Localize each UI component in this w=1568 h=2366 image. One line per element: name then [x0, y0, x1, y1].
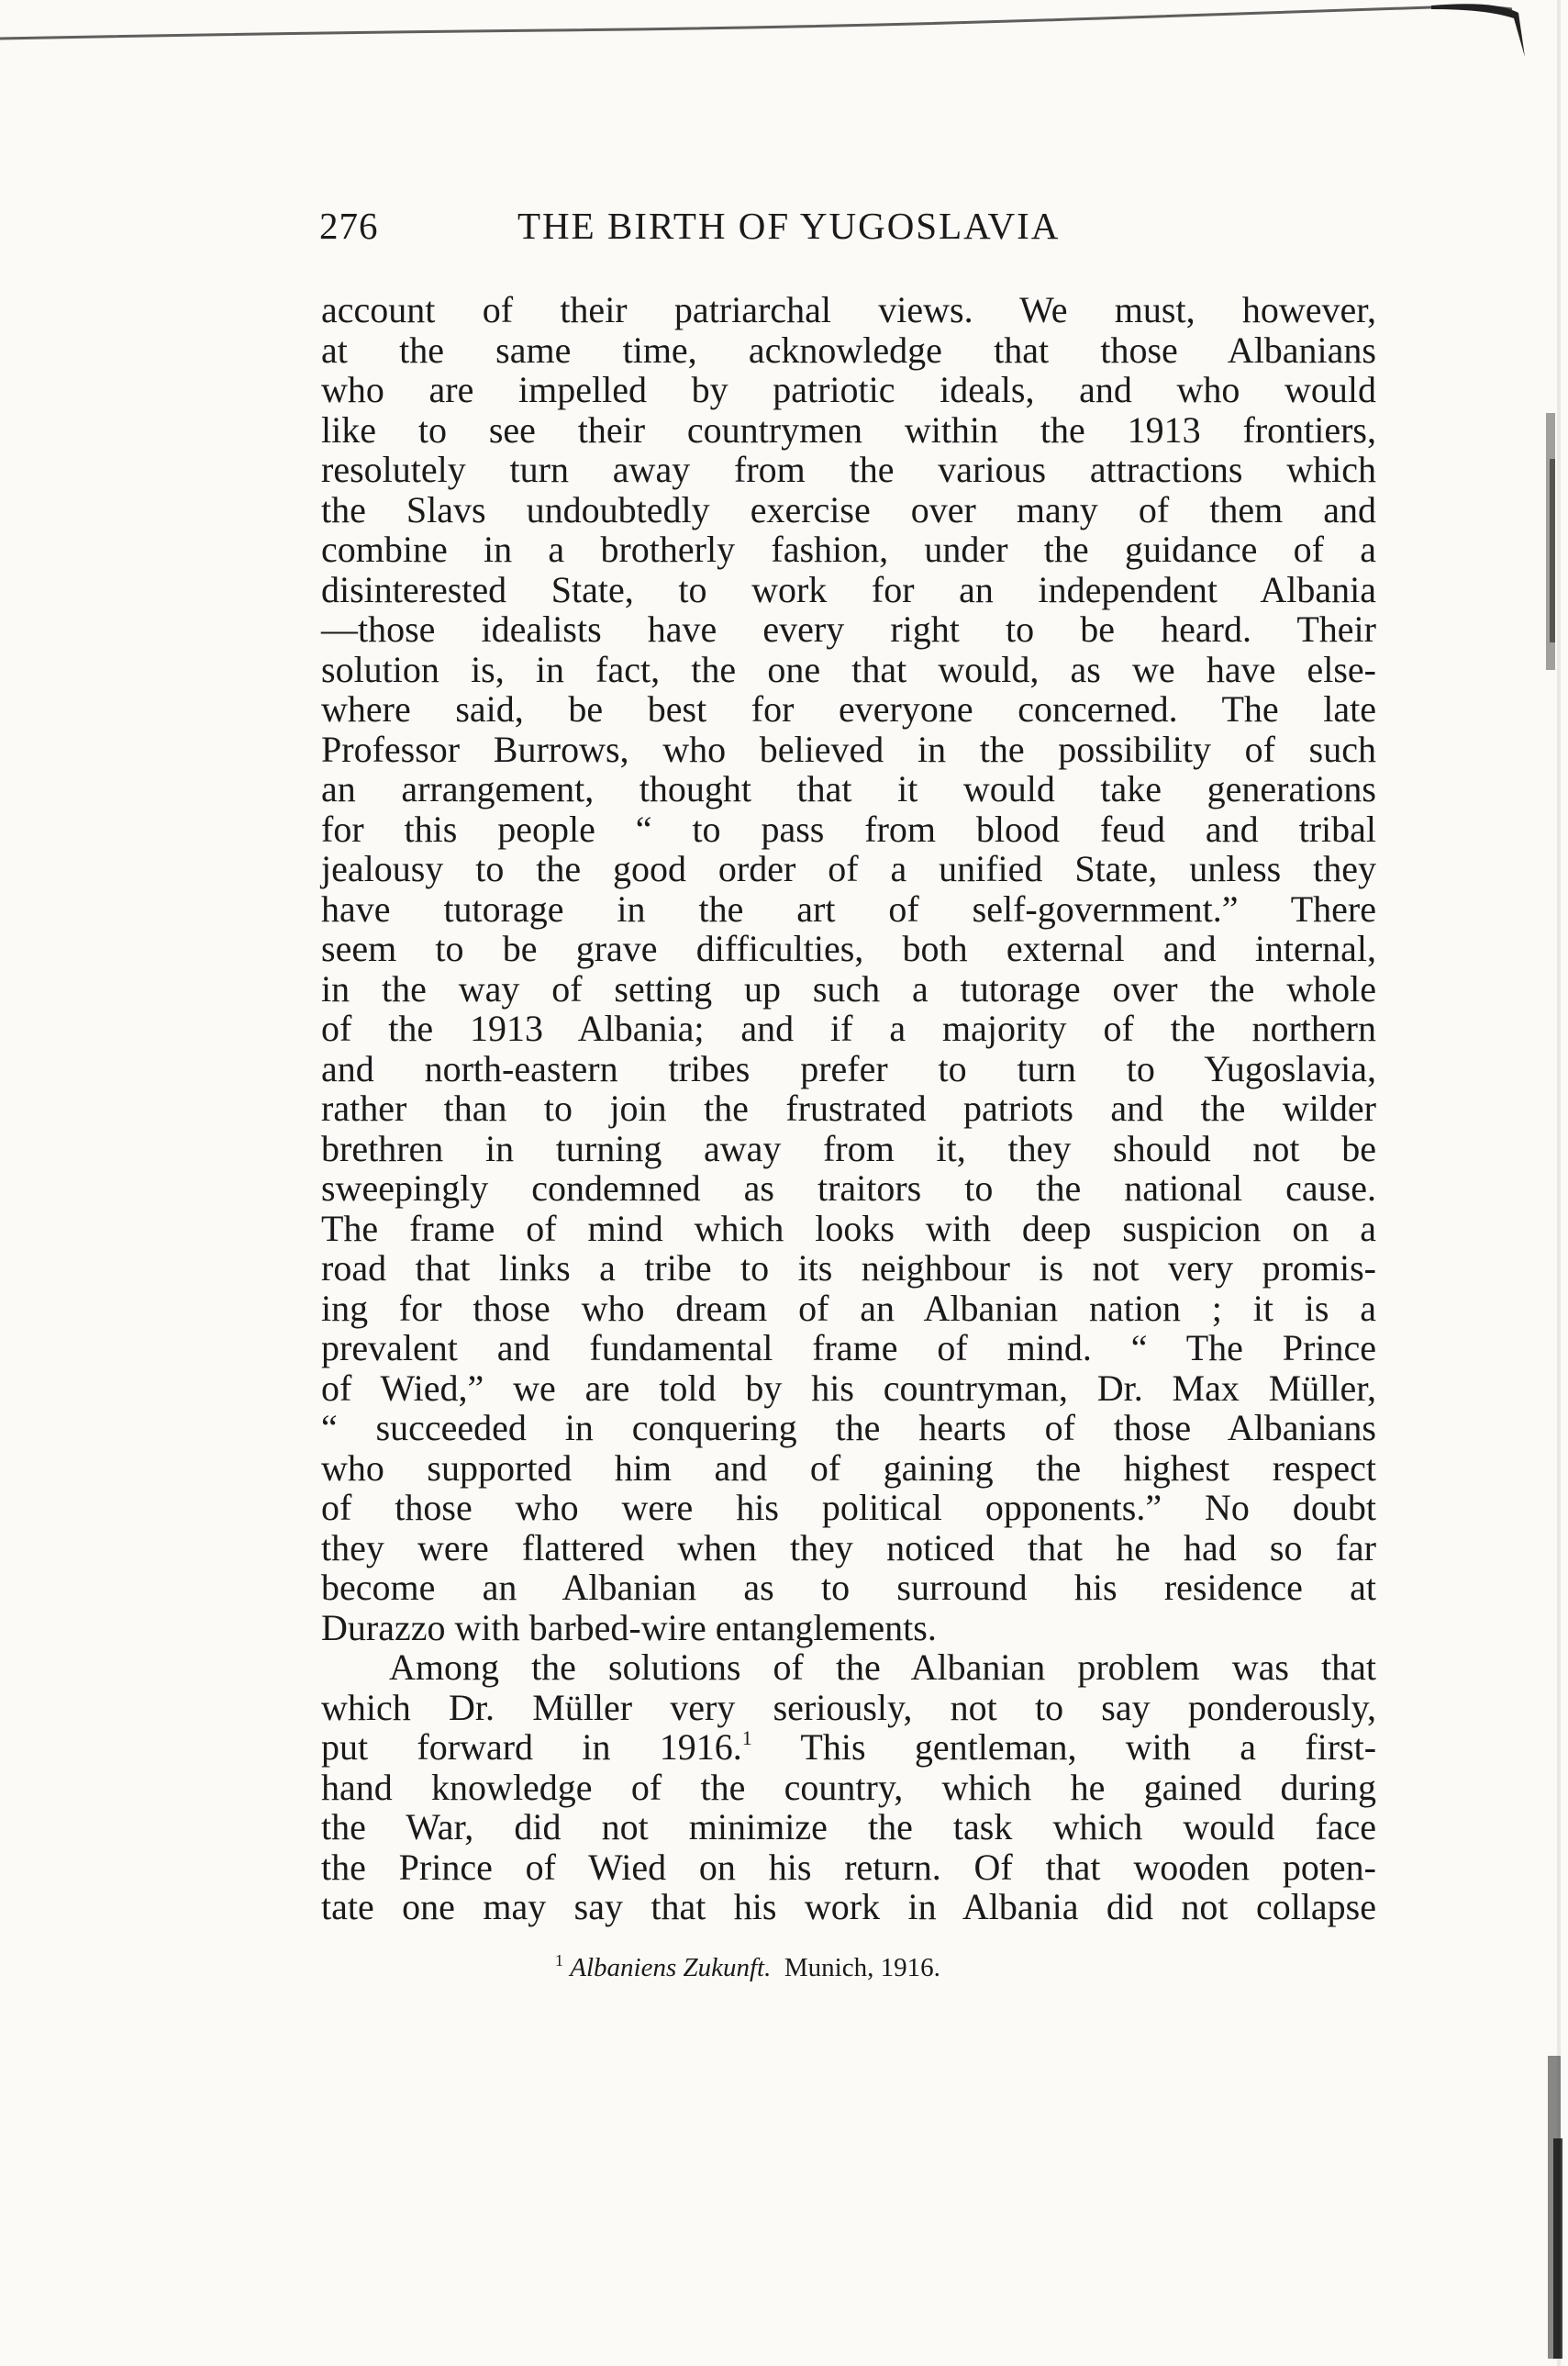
page-number: 276	[319, 205, 379, 247]
text-line: the War, did not minimize the task which would face	[321, 1806, 1376, 1847]
text-line: like to see their countrymen within the 1913 frontiers,	[321, 408, 1376, 451]
text-line: “ succeeded in conquering the hearts of those Albanians	[321, 1407, 1376, 1448]
text-line: solution is, in fact, the one that would, as we have else-	[321, 648, 1376, 690]
text-line: of the 1913 Albania; and if a majority of the northern	[321, 1008, 1376, 1049]
footnote-marker: 1	[555, 1951, 563, 1970]
running-head	[319, 204, 1374, 259]
text-line: brethren in turning away from it, they should not be	[321, 1127, 1376, 1169]
text-line: account of their patriarchal views. We must, however,	[321, 289, 1376, 330]
text-line: Professor Burrows, who believed in the possibility of such	[321, 728, 1376, 770]
text-line: Durazzo with barbed-wire entanglements.	[321, 1606, 937, 1648]
text-line: where said, be best for everyone concerned. The late	[321, 688, 1376, 730]
text-line: of Wied,” we are told by his countryman, Dr. Max Müller,	[321, 1367, 1376, 1409]
text-line: who supported him and of gaining the highest respect	[321, 1446, 1376, 1489]
text-line: combine in a brotherly fashion, under the guidance of a	[321, 529, 1376, 570]
scan-right-edge	[1513, 0, 1568, 2366]
text-line: for this people “ to pass from blood feud and tribal	[321, 808, 1376, 850]
text-line: become an Albanian as to surround his residence at	[321, 1567, 1376, 1608]
text-line: prevalent and fundamental frame of mind. “ The Prince	[321, 1327, 1376, 1368]
text-line: disinterested State, to work for an independent Albania	[321, 568, 1376, 610]
text-line: rather than to join the frustrated patriots and the wilder	[321, 1088, 1376, 1129]
line-segment: put forward in 1916.	[321, 1726, 742, 1768]
footnote	[555, 1953, 940, 1983]
text-line: in the way of setting up such a tutorage over the whole	[321, 967, 1376, 1010]
text-line: ing for those who dream of an Albanian nation ; it is a	[321, 1287, 1376, 1329]
footnote-reference[interactable]: 1	[741, 1726, 752, 1749]
text-line: the Slavs undoubtedly exercise over many of them and	[321, 488, 1376, 530]
text-line: seem to be grave difficulties, both external and internal,	[321, 928, 1376, 969]
text-line: hand knowledge of the country, which he gained during	[321, 1766, 1376, 1808]
text-line: the Prince of Wied on his return. Of that wooden poten-	[321, 1846, 1376, 1888]
line-segment: This gentleman, with a first-	[800, 1726, 1377, 1768]
running-title: THE BIRTH OF YUGOSLAVIA	[517, 205, 1061, 247]
text-line: who are impelled by patriotic ideals, and who would	[321, 369, 1376, 410]
text-line: and north-eastern tribes prefer to turn to Yugoslavia,	[321, 1047, 1376, 1089]
text-line: The frame of mind which looks with deep suspicion on a	[321, 1207, 1376, 1249]
body-text	[321, 290, 1376, 1927]
footnote-title: Albaniens Zukunft.	[570, 1953, 772, 1982]
footnote-text: Munich, 1916.	[784, 1953, 940, 1982]
text-line: jealousy to the good order of a unified State, unless they	[321, 848, 1376, 889]
text-line: sweepingly condemned as traitors to the national cause.	[321, 1167, 1376, 1209]
text-line: road that links a tribe to its neighbour is not very promis-	[321, 1247, 1376, 1289]
text-line: at the same time, acknowledge that those Albanians	[321, 329, 1376, 371]
text-line: tate one may say that his work in Albania did not collapse	[321, 1886, 1376, 1927]
text-line: Among the solutions of the Albanian problem was that	[389, 1646, 1376, 1688]
text-line: have tutorage in the art of self-government.” There	[321, 887, 1376, 930]
text-line: they were flattered when they noticed that he had so far	[321, 1526, 1376, 1568]
text-line-with-footnote	[321, 1727, 1376, 1768]
text-line: which Dr. Müller very seriously, not to say ponderously,	[321, 1686, 1376, 1728]
text-line: —those idealists have every right to be heard. Their	[321, 608, 1376, 650]
text-line: of those who were his political opponents.” No doubt	[321, 1487, 1376, 1528]
scan-top-edge	[0, 0, 1568, 73]
text-line: an arrangement, thought that it would take generations	[321, 768, 1376, 809]
text-line: resolutely turn away from the various attractions which	[321, 449, 1376, 490]
